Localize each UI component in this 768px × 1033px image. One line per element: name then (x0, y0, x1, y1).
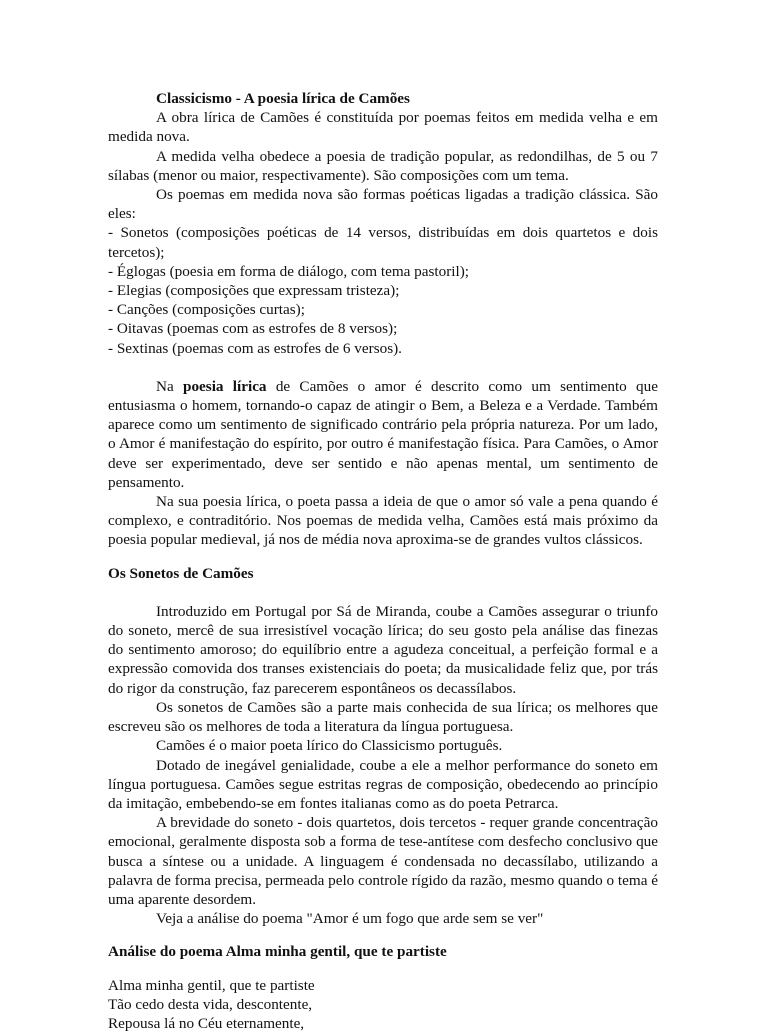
list-item: - Églogas (poesia em forma de diálogo, com tema pastoril); (108, 262, 470, 280)
paragraph-poesia-lirica (108, 377, 658, 492)
list-item: - Canções (composições curtas); (108, 301, 305, 319)
spacer (108, 358, 658, 377)
text-prefix: Na (156, 377, 183, 395)
paragraph: Os poemas em medida nova são formas poéticas ligadas a tradição clássica. São eles: (108, 186, 658, 223)
list-item: - Elegias (composições que expressam tristeza); (108, 282, 400, 300)
bold-term: poesia lírica (183, 377, 267, 395)
text-rest: de Camões o amor é descrito como um sentimento que entusiasma o homem, tornando-o capaz de atingir o Bem, a Beleza e a Verdade. Também aparece como um sentimento de significado contrário pela própria natureza. Por um lado, o Amor é manifestação do espírito, por outro é manifestação física. Para Camões, o Amor deve ser experimentado, deve ser sentido e não apenas mental, um sentimento de pensamento. (108, 377, 658, 491)
paragraph: A medida velha obedece a poesia de tradição popular, as redondilhas, de 5 ou 7 sílabas (menor ou maior, respectivamente). São composições com um tema. (108, 147, 658, 184)
paragraph: A obra lírica de Camões é constituída por poemas feitos em medida velha e em medida nova. (108, 109, 658, 146)
poem-verses (108, 976, 658, 1033)
paragraph: Dotado de inegável genialidade, coube a ele a melhor performance do soneto em língua portuguesa. Camões segue estritas regras de composição, obedecendo ao princípio da imitação, embebendo-se em fontes italianas como as do poeta Petrarca. (108, 756, 658, 812)
section-heading-sonetos: Os Sonetos de Camões (108, 564, 254, 582)
list-item: - Sonetos (composições poéticas de 14 versos, distribuídas em dois quartetos e dois tercetos); (108, 224, 658, 261)
spacer (108, 550, 658, 564)
verse-line: Tão cedo desta vida, descontente, (108, 995, 313, 1013)
spacer (108, 583, 658, 602)
verse-line: Repousa lá no Céu eternamente, (108, 1014, 305, 1032)
paragraph: Veja a análise do poema "Amor é um fogo que arde sem se ver" (156, 910, 544, 928)
document-page (108, 89, 658, 1033)
list-item: - Sextinas (poemas com as estrofes de 6 versos). (108, 339, 402, 357)
spacer (108, 962, 658, 976)
paragraph: A brevidade do soneto - dois quartetos, dois tercetos - requer grande concentração emocional, geralmente disposta sob a forma de tese-antítese com desfecho conclusivo que busca a síntese ou a unidade. A linguagem é condensada no decassílabo, utilizando a palavra de forma precisa, permeada pelo controle rígido da razão, mesmo quando o tema é uma aparente desordem. (108, 814, 658, 908)
section-title-classicismo: Classicismo - A poesia lírica de Camões (156, 90, 410, 107)
paragraph: Os sonetos de Camões são a parte mais conhecida de sua lírica; os melhores que escreveu são os melhores de toda a literatura da língua portuguesa. (108, 698, 658, 736)
verse-line: Alma minha gentil, que te partiste (108, 976, 315, 994)
paragraph: Introduzido em Portugal por Sá de Miranda, coube a Camões assegurar o triunfo do soneto, mercê de sua irresistível vocação lírica; do seu gosto pela análise das finezas do sentimento amoroso; do equilíbrio entre a agudeza conceitual, a perfeição formal e a expressão comovida dos transes existenciais do poeta; da musicalidade feliz que, por trás do rigor da construção, faz parecerem espontâneos os decassílabos. (108, 602, 658, 697)
section-heading-analise: Análise do poema Alma minha gentil, que te partiste (108, 943, 447, 961)
paragraph: Camões é o maior poeta lírico do Classicismo português. (156, 737, 503, 755)
forms-list (108, 223, 658, 357)
list-item: - Oitavas (poemas com as estrofes de 8 versos); (108, 320, 398, 338)
spacer (108, 928, 658, 942)
paragraph: Na sua poesia lírica, o poeta passa a ideia de que o amor só vale a pena quando é complexo, e contraditório. Nos poemas de medida velha, Camões está mais próximo da poesia popular medieval, já nos de média nova aproxima-se de grandes vultos clássicos. (108, 493, 658, 549)
